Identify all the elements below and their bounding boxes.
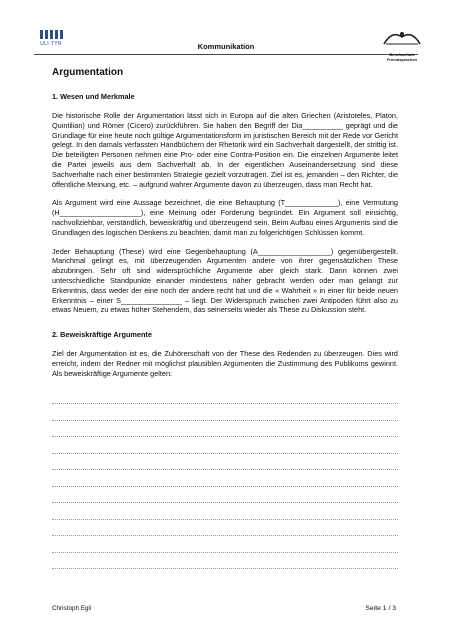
answer-line[interactable] (52, 421, 398, 438)
school-logo (382, 28, 422, 62)
answer-line[interactable] (52, 454, 398, 471)
footer-author: Christoph Egli (52, 605, 92, 612)
paragraph: Ziel der Argumentation ist es, die Zuhörerschaft von der These des Redenden zu überzeugen. Dies wird erreicht, indem der Redner mit möglichst plausiblen Argumenten die Zustimmung des Publikums gewinnt. Als beweiskräftige Argumente gelten: (52, 349, 398, 378)
writing-lines (52, 388, 398, 570)
section-heading: 1. Wesen und Merkmale (52, 92, 135, 101)
section-heading: 2. Beweiskräftige Argumente (52, 330, 152, 340)
answer-line[interactable] (52, 437, 398, 454)
main-content (52, 67, 398, 569)
answer-line[interactable] (52, 487, 398, 504)
paragraph: Als Argument wird eine Aussage bezeichnet, die eine Behauptung (T_____________), eine Vermutung (H____________________), eine Meinung oder Forderung begründet. Ein Argument soll einsichtig, nachvollziehbar, verständlich, beweiskräftig und überzeugend sein. Beim Aufbau eines Arguments sind die Grundlagen des logischen Denkens zu beachten, damit man zu folgerichtigen Schlüssen kommt. (52, 198, 398, 237)
page-title: Argumentation (52, 67, 124, 78)
logo-right-label: Berufsschule Fremdsprachen (386, 52, 417, 62)
bridge-icon (382, 28, 422, 46)
columns-icon (34, 30, 68, 39)
answer-line[interactable] (52, 404, 398, 421)
answer-line[interactable] (52, 388, 398, 405)
answer-line[interactable] (52, 520, 398, 537)
footer-page-number: Seite 1 / 3 (365, 605, 396, 612)
answer-line[interactable] (52, 553, 398, 570)
answer-line[interactable] (52, 536, 398, 553)
answer-line[interactable] (52, 470, 398, 487)
paragraph: Die historische Rolle der Argumentation lässt sich in Europa auf die alten Griechen (Aristoteles, Platon, Quintilian) und Römer (Cicero) zurückführen. Sie haben den Begriff der Dia__________ geprägt und die Grundlage für eine heute noch gültige Argumentationsform im juristischen Bereich mit der Rede vor Gericht gelegt. In den damals verfassten Handbüchern der Rhetorik wird ein Sachverhalt dargestellt, der strittig ist. Die beteiligten Personen nehmen eine Pro- oder eine Contra-Position ein. Die einzelnen Argumente leitet die Partei jeweils aus dem Sachverhalt ab. In der eigentlichen Auseinandersetzung sind diese Sachverhalte nach einer bestimmten Strategie gezielt vorzutragen. Ziel ist es, jemanden – den Richter, die öffentliche Meinung, etc. – aufgrund wahrer Argumente davon zu überzeugen, dass man Recht hat. (52, 111, 398, 189)
header-title: Kommunikation (197, 42, 255, 51)
paragraph: Jeder Behauptung (These) wird eine Gegenbehauptung (A__________________) gegenübergestellt. Manchmal gelingt es, mit überzeugenden Argumenten andere von ihrer gegensätzlichen These abzubringen. Sehr oft sind widersprüchliche Argumente aber gleich stark. Dann können zwei unterschiedliche Standpunkte einander mindestens näher gebracht werden oder man gelangt zur Erkenntnis, dass weder der eine noch der andere recht hat und die « Wahrheit » in einer für beide neuen Erkenntnis – einer S_______________ – liegt. Der Widerspruch zwischen zwei Antipoden führt also zu etwas Neuem, zu etwas höher Stehendem, das seinerseits wieder als These zu Diskussion steht. (52, 246, 398, 315)
logo-left-label: ULI-TYR (40, 41, 62, 47)
header-divider (34, 54, 418, 55)
answer-line[interactable] (52, 503, 398, 520)
